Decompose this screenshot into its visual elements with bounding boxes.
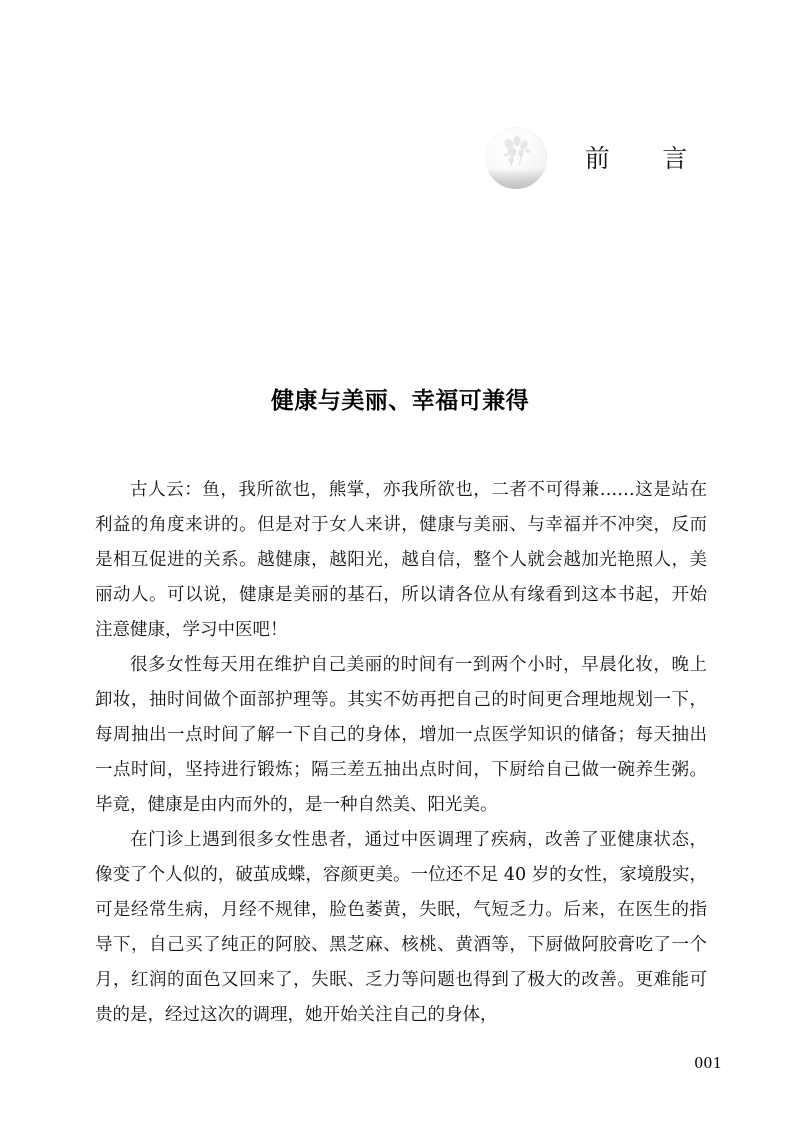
body-paragraph: 古人云：鱼，我所欲也，熊掌，亦我所欲也，二者不可得兼……这是站在利益的角度来讲的。但是对于女人来讲，健康与美丽、与幸福并不冲突，反而是相互促进的关系。越健康，越阳光，越自信，整个人就会越加光艳照人，美丽动人。可以说，健康是美丽的基石，所以请各位从有缘看到这本书起，开始注意健康，学习中医吧！ [95,480,707,640]
body-paragraph: 在门诊上遇到很多女性患者，通过中医调理了疾病，改善了亚健康状态，像变了个人似的，破茧成蝶，容颜更美。一位还不足 40 岁的女性，家境殷实，可是经常生病，月经不规律，脸色萎黄，失眠，气短乏力。后来，在医生的指导下，自己买了纯正的阿胶、黑芝麻、核桃、黄酒等，下厨做阿胶膏吃了一个月，红润的面色又回来了，失眠、乏力等问题也得到了极大的改善。更难能可贵的是，经过这次的调理，她开始关注自己的身体， [95,830,707,1025]
body-paragraph: 很多女性每天用在维护自己美丽的时间有一到两个小时，早晨化妆，晚上卸妆，抽时间做个面部护理等。其实不妨再把自己的时间更合理地规划一下，每周抽出一点时间了解一下自己的身体，增加一点医学知识的储备；每天抽出一点时间，坚持进行锻炼；隔三差五抽出点时间，下厨给自己做一碗养生粥。毕竟，健康是由内而外的，是一种自然美、阳光美。 [95,655,707,815]
page-number: 001 [694,1053,722,1072]
article-title: 健康与美丽、幸福可兼得 [270,388,530,415]
floral-medallion-icon [485,127,547,189]
floral-medallion-art [485,127,547,189]
chapter-header [0,118,705,198]
article-body [95,473,707,1033]
chapter-title: 前 言 [584,143,701,173]
